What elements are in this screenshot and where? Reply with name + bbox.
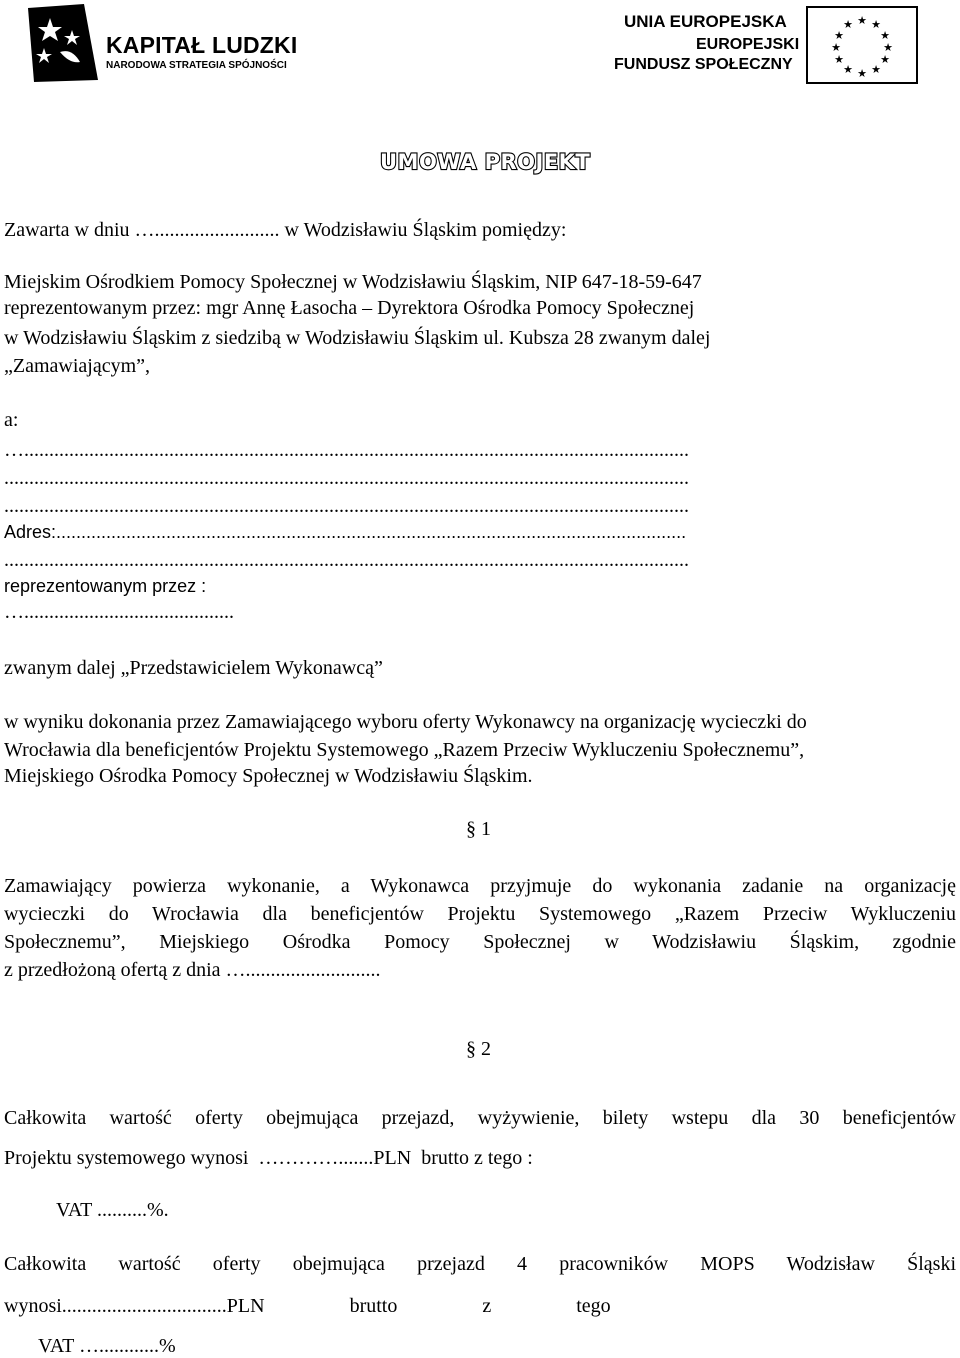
eu-logo <box>610 6 920 86</box>
zwanym-line: zwanym dalej „Przedstawicielem Wykonawcą” <box>4 657 383 679</box>
wyniku-line-1: w wyniku dokonania przez Zamawiającego wyboru oferty Wykonawcy na organizację wycieczki do <box>4 711 807 733</box>
eu-flag-icon <box>806 6 918 84</box>
eu-logo-line2: EUROPEJSKI <box>696 36 800 53</box>
kapital-ludzki-title: KAPITAŁ LUDZKI <box>106 32 298 58</box>
vat-line-2: VAT …............% <box>38 1335 176 1357</box>
sec1-line-2: wycieczki do Wrocławia dla beneficjentów Projektu Systemowego „Razem Przeciw Wykluczeniu <box>4 903 956 925</box>
party1-line-3: w Wodzisławiu Śląskim z siedzibą w Wodzisławiu Śląskim ul. Kubsza 28 zwanym dalej <box>4 327 711 349</box>
eu-logo-line3: FUNDUSZ SPOŁECZNY <box>614 56 793 73</box>
svg-text:★: ★ <box>883 41 893 54</box>
svg-text:★: ★ <box>857 14 867 27</box>
svg-text:★: ★ <box>834 53 844 66</box>
svg-text:★: ★ <box>843 63 853 76</box>
section-1-heading: § 1 <box>466 818 491 840</box>
kapital-ludzki-logo <box>20 4 310 84</box>
total2-line-2: wynosi.................................PLN brutto z tego <box>4 1295 611 1317</box>
dots-line-2: ......................................................................................................................................... <box>4 467 689 489</box>
dots-line-4: ......................................................................................................................................... <box>4 549 689 571</box>
dots-line-3: ......................................................................................................................................... <box>4 495 689 517</box>
a-label: a: <box>4 409 19 431</box>
party1-line-1: Miejskim Ośrodkiem Pomocy Społecznej w Wodzisławiu Śląskim, NIP 647-18-59-647 <box>4 271 702 293</box>
svg-text:★: ★ <box>857 67 867 80</box>
svg-text:★: ★ <box>880 53 890 66</box>
sec1-line-4: z przedłożoną ofertą z dnia …........................... <box>4 959 381 981</box>
vat-line-1: VAT ..........%. <box>56 1199 169 1221</box>
representative-dots: ….......................................... <box>4 601 234 623</box>
document-title: UMOWA PROJEKT <box>380 150 591 174</box>
svg-text:★: ★ <box>871 18 881 31</box>
svg-text:★: ★ <box>880 29 890 42</box>
kapital-ludzki-emblem-icon <box>20 4 100 84</box>
total2-line-1: Całkowita wartość oferty obejmująca przejazd 4 pracowników MOPS Wodzisław Śląski <box>4 1253 956 1275</box>
svg-text:★: ★ <box>871 63 881 76</box>
wyniku-line-2: Wrocławia dla beneficjentów Projektu Systemowego „Razem Przeciw Wykluczeniu Społecznemu”, <box>4 739 805 761</box>
party1-line-4: „Zamawiającym”, <box>4 355 151 377</box>
intro-line: Zawarta w dniu …......................... w Wodzisławiu Śląskim pomiędzy: <box>4 219 567 241</box>
representative-label: reprezentowanym przez : <box>4 576 207 596</box>
sec1-line-1: Zamawiający powierza wykonanie, a Wykonawca przyjmuje do wykonania zadanie na organizację <box>4 875 956 897</box>
party1-line-2: reprezentowanym przez: mgr Annę Łasocha – Dyrektora Ośrodka Pomocy Społecznej <box>4 297 695 319</box>
svg-text:★: ★ <box>831 41 841 54</box>
sec1-line-3: Społecznemu”, Miejskiego Ośrodka Pomocy Społecznej w Wodzisławiu Śląskim, zgodnie <box>4 931 956 953</box>
sec2-line-2: Projektu systemowego wynosi ………….......PLN brutto z tego : <box>4 1147 533 1169</box>
sec2-line-1: Całkowita wartość oferty obejmująca przejazd, wyżywienie, bilety wstepu dla 30 beneficjentów <box>4 1107 956 1129</box>
svg-text:★: ★ <box>843 18 853 31</box>
eu-logo-line1: UNIA EUROPEJSKA <box>624 12 787 31</box>
wyniku-line-3: Miejskiego Ośrodka Pomocy Społecznej w Wodzisławiu Śląskim. <box>4 765 533 787</box>
dots-line-1: …..................................................................................................................................... <box>4 439 689 461</box>
adres-line: Adres:.............................................................................................................................. <box>4 522 687 542</box>
kapital-ludzki-subtitle: NARODOWA STRATEGIA SPÓJNOŚCI <box>106 60 287 71</box>
svg-text:★: ★ <box>834 29 844 42</box>
section-2-heading: § 2 <box>466 1038 491 1060</box>
